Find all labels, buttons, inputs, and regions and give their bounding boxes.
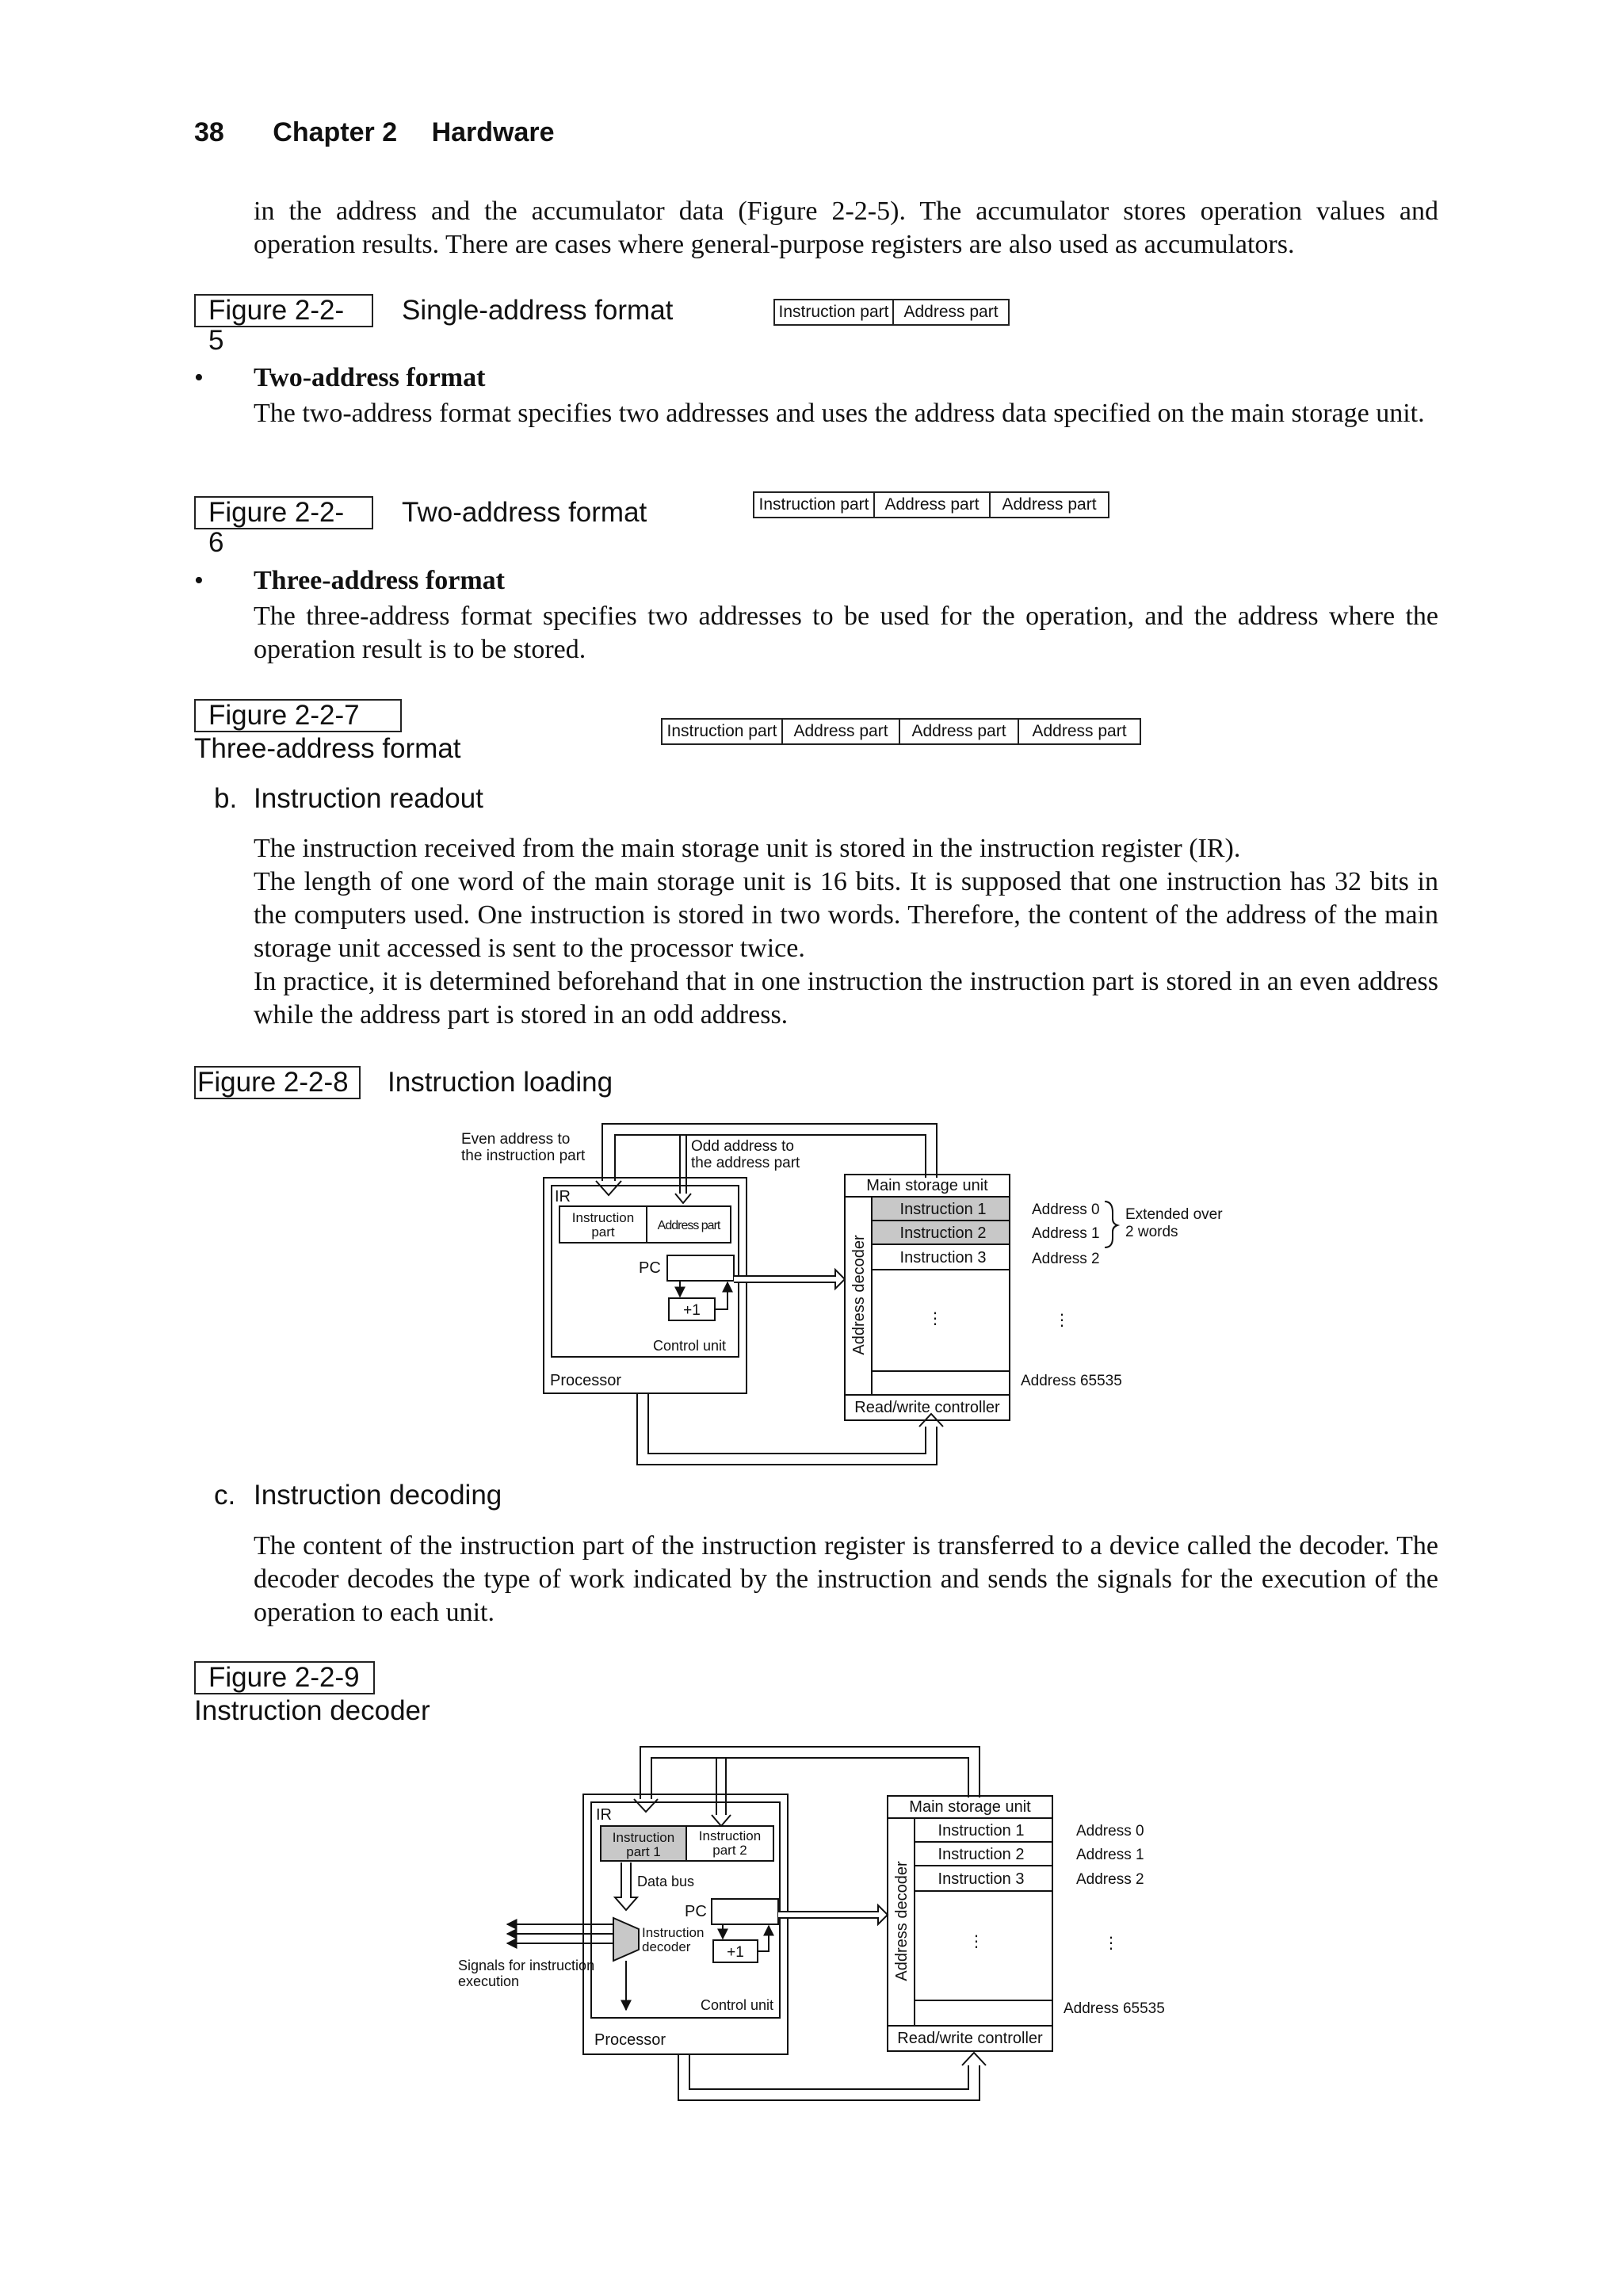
figure-2-2-8-title: Instruction loading <box>388 1067 613 1098</box>
bullet-two-address: • <box>194 363 204 392</box>
increment-label-2: +1 <box>727 1944 744 1961</box>
three-address-heading: Three-address format <box>254 566 505 595</box>
odd-label-2: the address part <box>691 1155 800 1171</box>
memory-instruction-1: Instruction 1 <box>899 1201 987 1218</box>
figure-2-2-8-label: Figure 2-2-8 <box>194 1066 361 1099</box>
address2-ellipsis: ⋮ <box>1103 1935 1119 1952</box>
memory-instruction-2: Instruction 2 <box>899 1224 987 1242</box>
ir-part2-line1: Instruction <box>698 1828 762 1843</box>
address2-last: Address 65535 <box>1064 2000 1165 2017</box>
address-1: Address 1 <box>1032 1225 1100 1242</box>
signals-label-2: execution <box>458 1973 520 1989</box>
section-b-marker: b. <box>214 783 238 814</box>
section-c-paragraph <box>254 1530 1438 1629</box>
pc-label-2: PC <box>685 1903 707 1920</box>
decoder-label-1: Instruction <box>642 1925 705 1940</box>
pc-register <box>667 1255 734 1281</box>
extended-label-2: 2 words <box>1125 1224 1178 1240</box>
two-address-text: The two-address format specifies two addresses and uses the address data specified on the main storage unit. <box>254 399 1425 428</box>
address-0: Address 0 <box>1032 1201 1100 1218</box>
address-decoder-label-2: Address decoder <box>893 1861 911 1981</box>
format-instruction-part: Instruction part <box>663 720 783 743</box>
memory2-instruction-3: Instruction 3 <box>938 1870 1025 1888</box>
section-b-line-1: The instruction received from the main storage unit is stored in the instruction register (IR). <box>254 834 1241 863</box>
ir-instruction-part-2: part <box>591 1224 615 1240</box>
storage-title-2: Main storage unit <box>909 1798 1031 1816</box>
format-address-part: Address part <box>783 720 900 743</box>
intro-text: in the address and the accumulator data (Figure 2-2-5). The accumulator stores operation values and operation results. There are cases where general-purpose registers are also used as accumulators. <box>254 197 1438 259</box>
memory2-instruction-1: Instruction 1 <box>938 1822 1025 1839</box>
ir-label-2: IR <box>596 1806 612 1824</box>
address2-0: Address 0 <box>1076 1823 1144 1839</box>
figure-2-2-6-label: Figure 2-2-6 <box>194 496 373 529</box>
format-address-part: Address part <box>875 493 991 517</box>
processor-label: Processor <box>550 1372 622 1389</box>
three-address-text: The three-address format specifies two addresses to be used for the operation, and the address where the operation result is to be stored. <box>254 602 1438 664</box>
ir-address-part: Address part <box>657 1219 720 1232</box>
figure-2-2-7-label: Figure 2-2-7 <box>194 699 402 732</box>
format-address-part: Address part <box>1002 495 1097 514</box>
section-c-text: The content of the instruction part of the instruction register is transferred to a device called the decoder. The decoder decodes the type of work indicated by the instruction and sends the signals for the execution of the operation to each unit. <box>254 1531 1438 1627</box>
figure-2-2-9-label: Figure 2-2-9 <box>194 1661 375 1694</box>
extended-label-1: Extended over <box>1125 1206 1223 1223</box>
address-2: Address 2 <box>1032 1251 1100 1267</box>
even-label-2: the instruction part <box>461 1148 586 1164</box>
rw-controller-label-2: Read/write controller <box>897 2030 1043 2047</box>
figure-2-2-5-title: Single-address format <box>402 295 674 326</box>
section-b-line-2: The length of one word of the main storage unit is 16 bits. It is supposed that one instruction has 32 bits in the computers used. One instruction is stored in two words. Therefore, the content of the address of the main storage unit accessed is sent to the processor twice. <box>254 867 1438 963</box>
storage-title: Main storage unit <box>866 1177 988 1194</box>
ir-part2-line2: part 2 <box>712 1843 747 1858</box>
format-instruction-part: Instruction part <box>754 493 875 517</box>
format-address-part: Address part <box>903 303 999 321</box>
ir-instruction-part-1: Instruction <box>571 1210 635 1225</box>
pc-label: PC <box>639 1259 661 1277</box>
figure-2-2-9-title: Instruction decoder <box>194 1695 430 1726</box>
ir-label: IR <box>555 1188 571 1205</box>
address-decoder-label: Address decoder <box>850 1235 868 1355</box>
memory2-ellipsis: ⋮ <box>968 1933 984 1950</box>
chapter-title: Hardware <box>431 117 555 147</box>
memory-ellipsis: ⋮ <box>927 1310 943 1328</box>
two-address-heading: Two-address format <box>254 363 486 392</box>
format-address-part: Address part <box>900 720 1019 743</box>
address-ellipsis: ⋮ <box>1054 1312 1070 1329</box>
control-unit-label-2: Control unit <box>701 1997 774 2013</box>
data-bus-label: Data bus <box>637 1874 695 1889</box>
bullet-three-address: • <box>194 566 204 595</box>
arrow-odd <box>675 1194 691 1203</box>
ir-part1-line1: Instruction <box>612 1830 675 1845</box>
rw-controller-label: Read/write controller <box>854 1399 1000 1416</box>
address2-1: Address 1 <box>1076 1847 1144 1863</box>
increment-label: +1 <box>683 1302 701 1319</box>
control-unit-label: Control unit <box>653 1338 727 1354</box>
address-arrow <box>734 1270 845 1289</box>
odd-label-1: Odd address to <box>691 1138 794 1155</box>
figure-2-2-7-title: Three-address format <box>194 733 461 764</box>
pc-register-2 <box>712 1899 778 1924</box>
bus-down-odd <box>680 1135 686 1194</box>
section-c-marker: c. <box>214 1480 236 1511</box>
memory-instruction-3: Instruction 3 <box>899 1249 987 1266</box>
figure-2-2-6-title: Two-address format <box>402 497 647 528</box>
memory2-instruction-2: Instruction 2 <box>938 1846 1025 1863</box>
figure-2-2-5-label: Figure 2-2-5 <box>194 294 373 327</box>
instruction-decoder-shape <box>613 1918 639 1961</box>
ir-part1-line2: part 1 <box>626 1844 661 1859</box>
chapter-label: Chapter 2 <box>273 117 398 147</box>
signals-label-1: Signals for instruction <box>458 1958 595 1973</box>
section-b-line-3: In practice, it is determined beforehand that in one instruction the instruction part is stored in an even address while the address part is stored in an odd address. <box>254 967 1438 1030</box>
address2-2: Address 2 <box>1076 1871 1144 1888</box>
decoder-label-2: decoder <box>642 1939 691 1954</box>
even-label-1: Even address to <box>461 1131 571 1148</box>
page-number: 38 <box>194 117 224 147</box>
section-b-title: Instruction readout <box>254 783 483 814</box>
address-last: Address 65535 <box>1021 1373 1122 1389</box>
section-c-title: Instruction decoding <box>254 1480 502 1511</box>
arrow-even <box>596 1181 621 1195</box>
format-instruction-part: Instruction part <box>775 300 894 324</box>
format-address-part: Address part <box>1032 722 1127 740</box>
processor-label-2: Processor <box>594 2031 666 2049</box>
extended-brace <box>1105 1201 1117 1247</box>
